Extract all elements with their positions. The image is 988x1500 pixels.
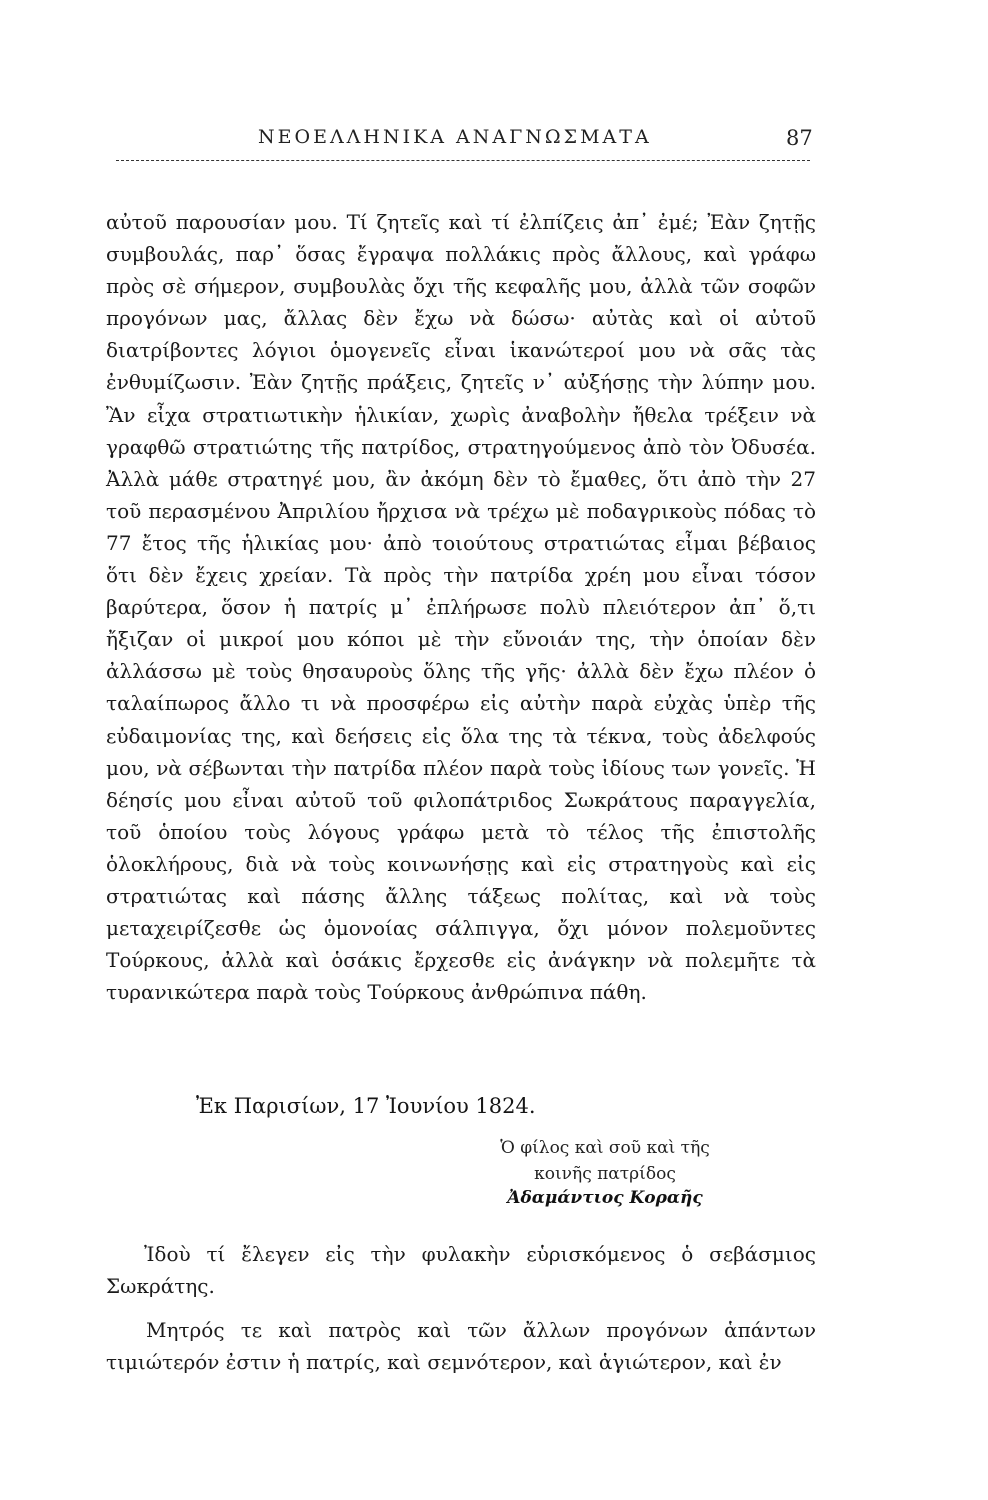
closing-line-2: κοινῆς πατρίδος bbox=[534, 1164, 676, 1184]
quote-paragraph: Μητρός τε καὶ πατρὸς καὶ τῶν ἄλλων προγόνων ἁπάντων τιμιώτερόν ἐστιν ἡ πατρίς, καὶ σεμνότερον, καὶ ἁγιώτερον, καὶ ἐν bbox=[106, 1318, 816, 1375]
page-number: 87 bbox=[786, 126, 813, 150]
closing-line-1: Ὁ φίλος καὶ σοῦ καὶ τῆς bbox=[500, 1138, 710, 1158]
running-head: ΝΕΟΕΛΛΗΝΙΚΑ ΑΝΑΓΝΩΣΜΑΤΑ bbox=[258, 126, 652, 148]
header-rule bbox=[116, 160, 810, 161]
letter-closing bbox=[470, 1135, 740, 1187]
letter-body: αὐτοῦ παρουσίαν μου. Τί ζητεῖς καὶ τί ἐλπίζεις ἀπ᾽ ἐμέ; Ἐὰν ζητῇς συμβουλάς, παρ᾽ ὅσας ἔγραψα πολλάκις πρὸς ἄλλους, καὶ γράφω πρὸς σὲ σήμερον, συμβουλὰς ὄχι τῆς κεφαλῆς μου, ἀλλὰ τῶν σοφῶν προγόνων μας, ἄλλας δὲν ἔχω νὰ δώσω· αὐτὰς καὶ οἱ αὐτοῦ διατρίβοντες λόγιοι ὁμογενεῖς εἶναι ἱκανώτεροί μου νὰ σᾶς τὰς ἐνθυμίζωσιν. Ἐὰν ζητῇς πράξεις, ζητεῖς ν᾽ αὐξήσῃς τὴν λύπην μου. Ἂν εἶχα στρατιωτικὴν ἡλικίαν, χωρὶς ἀναβολὴν ἤθελα τρέξειν νὰ γραφθῶ στρατιώτης τῆς πατρίδος, στρατηγούμενος ἀπὸ τὸν Ὀδυσέα. Ἀλλὰ μάθε στρατηγέ μου, ἂν ἀκόμη δὲν τὸ ἔμαθες, ὅτι ἀπὸ τὴν 27 τοῦ περασμένου Ἀπριλίου ἤρχισα νὰ τρέχω μὲ ποδαγρικοὺς πόδας τὸ 77 ἔτος τῆς ἡλικίας μου· ἀπὸ τοιούτους στρατιώτας εἶμαι βέβαιος ὅτι δὲν ἔχεις χρείαν. Τὰ πρὸς τὴν πατρίδα χρέη μου εἶναι τόσον βαρύτερα, ὅσον ἡ πατρίς μ᾽ ἐπλήρωσε πολὺ πλειότερον ἀπ᾽ ὅ,τι ἤξιζαν οἱ μικροί μου κόποι μὲ τὴν εὔνοιάν της, τὴν ὁποίαν δὲν ἀλλάσσω μὲ τοὺς θησαυροὺς ὅλης τῆς γῆς· ἀλλὰ δὲν ἔχω πλέον ὁ ταλαίπωρος ἄλλο τι νὰ προσφέρω εἰς αὐτὴν παρὰ εὐχὰς ὑπὲρ τῆς εὐδαιμονίας της, καὶ δεήσεις εἰς ὅλα της τὰ τέκνα, τοὺς ἀδελφούς μου, νὰ σέβωνται τὴν πατρίδα πλέον παρὰ τοὺς ἰδίους των γονεῖς. Ἡ δέησίς μου εἶναι αὐτοῦ τοῦ φιλοπάτριδος Σωκράτους παραγγελία, τοῦ ὁποίου τοὺς λόγους γράφω μετὰ τὸ τέλος τῆς ἐπιστολῆς ὁλοκλήρους, διὰ νὰ τοὺς κοινωνήσῃς καὶ εἰς στρατηγοὺς καὶ εἰς στρατιώτας καὶ πάσης ἄλλης τάξεως πολίτας, καὶ νὰ τοὺς μεταχειρίζεσθε ὡς ὁμονοίας σάλπιγγα, ὄχι μόνον πολεμοῦντες Τούρκους, ἀλλὰ καὶ ὁσάκις ἔρχεσθε εἰς ἀνάγκην νὰ πολεμῆτε τὰ τυρανικώτερα παρὰ τοὺς Τούρκους ἀνθρώπινα πάθη. bbox=[106, 210, 816, 1005]
letter-signature: Ἀδαμάντιος Κοραῆς bbox=[507, 1188, 703, 1208]
letter-dateline: Ἐκ Παρισίων, 17 Ἰουνίου 1824. bbox=[196, 1094, 536, 1118]
intro-paragraph: Ἰδοὺ τί ἔλεγεν εἰς τὴν φυλακὴν εὑρισκόμενος ὁ σεβάσμιος Σωκράτης. bbox=[106, 1242, 816, 1299]
